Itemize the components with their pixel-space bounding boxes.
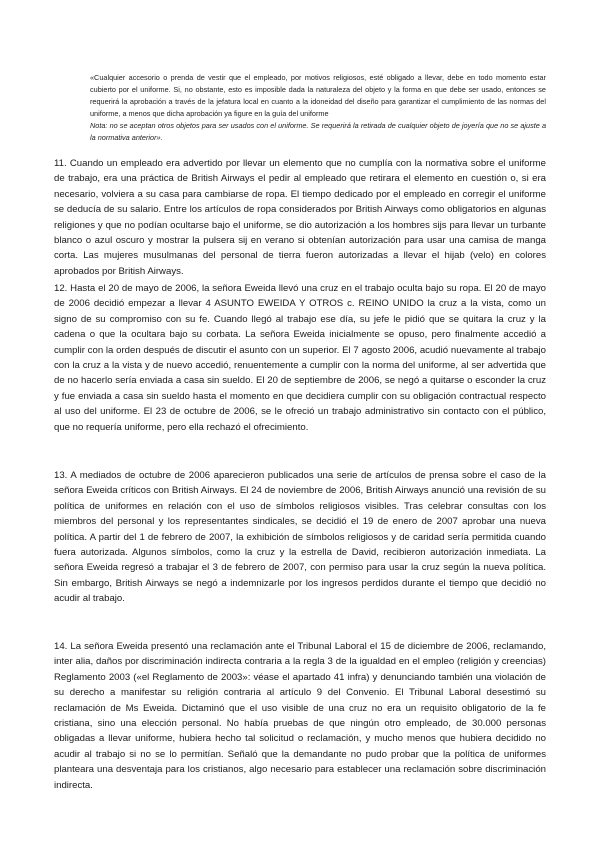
paragraph-12: 12. Hasta el 20 de mayo de 2006, la señora Eweida llevó una cruz en el trabajo oculta bajo su ropa. El 20 de mayo de 2006 decidió empezar a llevar 4 ASUNTO EWEIDA Y OTROS c. REINO UNIDO la cruz a la vista, como un signo de su compromiso con su fe. Cuando llegó al trabajo ese día, su jefe le pidió que se quitara la cruz y la cadena o que la ocultara bajo su corbata. La señora Eweida inicialmente se opuso, pero finalmente accedió a cumplir con la orden después de discutir el asunto con un superior. El 7 agosto 2006, acudió nuevamente al trabajo con la cruz a la vista y de nuevo accedió, renuentemente a cumplir con la norma del uniforme, al ser advertida que de no hacerlo sería enviada a casa sin sueldo. El 20 de septiembre de 2006, se negó a quitarse o esconder la cruz y fue enviada a casa sin sueldo hasta el momento en que decidiera cumplir con su obligación contractual respecto al uso del uniforme. El 23 de octubre de 2006, se le ofreció un trabajo administrativo sin contacto con el público, que no requería uniforme, pero ella rechazó el ofrecimiento. <box>54 283 546 433</box>
paragraph-14: 14. La señora Eweida presentó una reclamación ante el Tribunal Laboral el 15 de diciembre de 2006, reclamando, inter alia, daños por discriminación indirecta contraria a la regla 3 de la igualdad en el empleo (religión y creencias) Reglamento 2003 («el Reglamento de 2003»: véase el apartado 41 infra) y denunciando también una violación de su derecho a manifestar su religión contraria al artículo 9 del Convenio. El Tribunal Laboral desestimó su reclamación de Ms Eweida. Dictaminó que el uso visible de una cruz no era un requisito obligatorio de la fe cristiana, sino una elección personal. No había pruebas de que ningún otro empleado, de 30.000 personas obligadas a llevar uniforme, hubiera hecho tal solicitud o reclamación, y mucho menos que hubiera decidido no acudir al trabajo si no se lo permitían. Señaló que la demandante no pudo probar que la política de uniformes planteara una desventaja para los cristianos, algo necesario para establecer una reclamación sobre discriminación indirecta. <box>54 641 546 791</box>
paragraph-13: 13. A mediados de octubre de 2006 aparecieron publicados una serie de artículos de prensa sobre el caso de la señora Eweida críticos con British Airways. El 24 de noviembre de 2006, British Airways anunció una revisión de su política de uniformes en relación con el uso de símbolos religiosos visibles. Tras celebrar consultas con los miembros del personal y los representantes sindicales, se decidió el 19 de enero de 2007 aprobar una nueva política. A partir del 1 de febrero de 2007, la exhibición de símbolos religiosos y de caridad sería permitida cuando fuera autorizada. Algunos símbolos, como la cruz y la estrella de David, recibieron autorización inmediata. La señora Eweida regresó a trabajar el 3 de febrero de 2007, con permiso para usar la cruz según la nueva política. Sin embargo, British Airways se negó a indemnizarle por los ingresos perdidos durante el tiempo que decidió no acudir al trabajo. <box>54 470 546 605</box>
uniform-policy-quote <box>90 72 546 144</box>
paragraph-11: 11. Cuando un empleado era advertido por llevar un elemento que no cumplía con la normativa sobre el uniforme de trabajo, era una práctica de British Airways el pedir al empleado que retirara el elemento en cuestión o, si era necesario, volviera a su casa para cambiarse de ropa. El tiempo dedicado por el empleado en corregir el uniforme se deducía de su salario. Entre los artículos de ropa considerados por British Airways como obligatorios en algunas religiones y que no podían ocultarse bajo el uniforme, se dio autorización a los hombres sijs para llevar un turbante blanco o azul oscuro y mostrar la pulsera sij en verano si obtenían autorización para usar una camisa de manga corta. Las mujeres musulmanas del personal de tierra fueron autorizadas a llevar el hijab (velo) en colores aprobados por British Airways. <box>54 158 546 277</box>
quote-text: «Cualquier accesorio o prenda de vestir que el empleado, por motivos religiosos, esté obligado a llevar, debe en todo momento estar cubierto por el uniforme. Si, no obstante, esto es imposible dada la naturaleza del objeto y la forma en que debe ser usado, entonces se requerirá la aprobación a través de la jefatura local en cuanto a la idoneidad del diseño para garantizar el cumplimiento de las normas del uniforme, a menos que dicha aprobación ya figure en la guía del uniforme <box>90 73 546 118</box>
quote-note: Nota: no se aceptan otros objetos para ser usados con el uniforme. Se requerirá la retirada de cualquier objeto de joyería que no se ajuste a la normativa anterior». <box>90 121 546 142</box>
